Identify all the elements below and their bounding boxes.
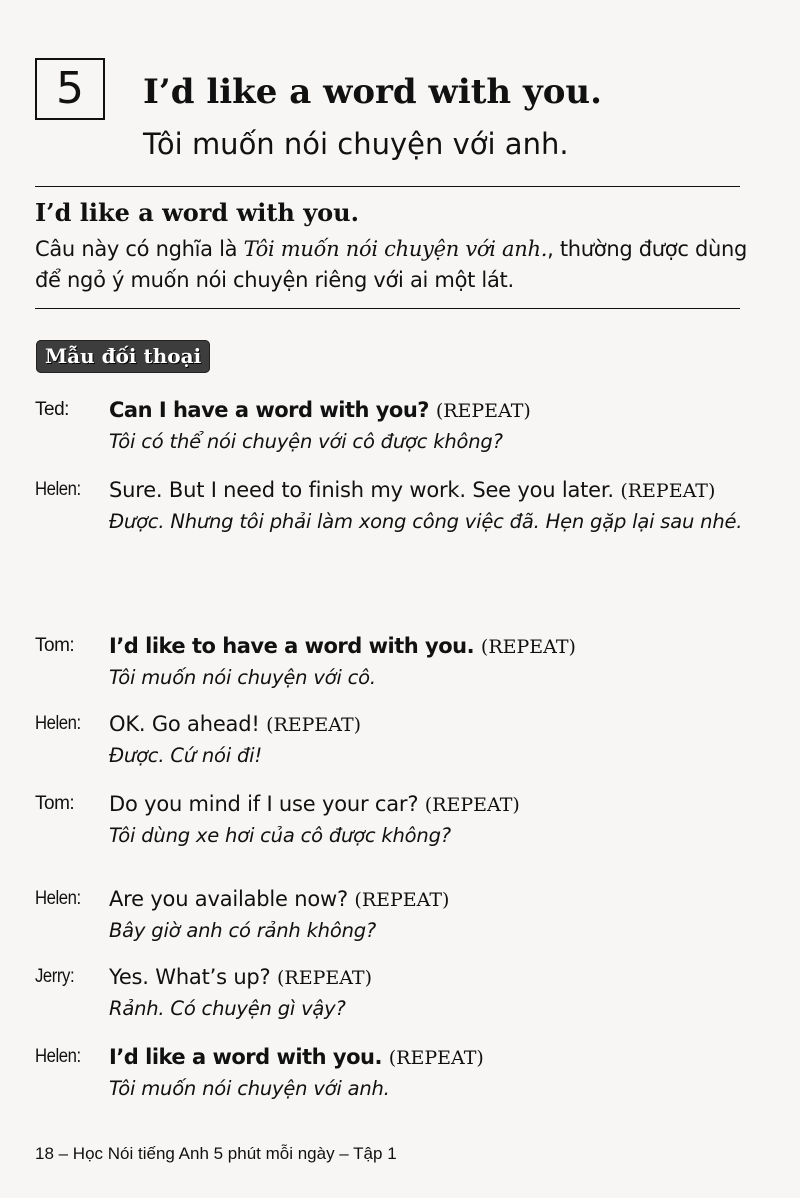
english-text: Can I have a word with you?	[109, 398, 429, 422]
vietnamese-translation: Tôi muốn nói chuyện với anh.	[109, 1077, 390, 1100]
divider-top	[35, 186, 740, 187]
explanation-text	[35, 234, 750, 296]
repeat-label: (REPEAT)	[480, 636, 576, 658]
english-text: I’d like a word with you.	[109, 1045, 382, 1069]
english-sentence	[109, 884, 749, 946]
repeat-label: (REPEAT)	[277, 967, 373, 989]
vietnamese-translation: Được. Cứ nói đi!	[109, 744, 263, 767]
vietnamese-translation: Tôi dùng xe hơi của cô được không?	[109, 824, 451, 847]
repeat-label: (REPEAT)	[388, 1047, 484, 1069]
lesson-title-english: I’d like a word with you.	[143, 72, 602, 112]
repeat-label: (REPEAT)	[620, 480, 716, 502]
english-text: OK. Go ahead!	[109, 712, 260, 736]
english-text: Yes. What’s up?	[109, 965, 271, 989]
dialogue-section-badge: Mẫu đối thoại	[36, 340, 210, 373]
lesson-number-box	[35, 58, 105, 120]
english-text: Are you available now?	[109, 887, 348, 911]
english-text: I’d like to have a word with you.	[109, 634, 475, 658]
repeat-label: (REPEAT)	[435, 400, 531, 422]
speaker-name: Helen:	[35, 479, 81, 500]
english-sentence	[109, 475, 749, 537]
explanation-quote: Tôi muốn nói chuyện với anh.	[243, 237, 548, 261]
speaker-name: Helen:	[35, 888, 81, 909]
explanation-heading: I’d like a word with you.	[35, 198, 359, 227]
english-sentence	[109, 709, 749, 771]
speaker-name: Ted:	[35, 399, 69, 420]
speaker-name: Jerry:	[35, 966, 75, 987]
english-sentence	[109, 631, 749, 693]
english-text: Sure. But I need to finish my work. See you later.	[109, 478, 614, 502]
speaker-name: Helen:	[35, 713, 81, 734]
speaker-name: Tom:	[35, 793, 75, 814]
vietnamese-translation: Tôi có thể nói chuyện với cô được không?	[109, 430, 503, 453]
divider-bottom	[35, 308, 740, 309]
page-footer: 18 – Học Nói tiếng Anh 5 phút mỗi ngày – Tập 1	[35, 1144, 397, 1163]
vietnamese-translation: Bây giờ anh có rảnh không?	[109, 919, 377, 942]
lesson-title-vietnamese: Tôi muốn nói chuyện với anh.	[143, 127, 569, 161]
explanation-text-before: Câu này có nghĩa là	[35, 237, 244, 261]
lesson-number: 5	[56, 63, 84, 114]
speaker-name: Helen:	[35, 1046, 81, 1067]
repeat-label: (REPEAT)	[266, 714, 362, 736]
vietnamese-translation: Được. Nhưng tôi phải làm xong công việc đã. Hẹn gặp lại sau nhé.	[109, 510, 743, 533]
vietnamese-translation: Rảnh. Có chuyện gì vậy?	[109, 997, 346, 1020]
english-text: Do you mind if I use your car?	[109, 792, 419, 816]
english-sentence	[109, 962, 749, 1024]
english-sentence	[109, 1042, 749, 1104]
repeat-label: (REPEAT)	[424, 794, 520, 816]
speaker-name: Tom:	[35, 635, 75, 656]
explanation-text-after: , thường được dùng để ngỏ ý muốn nói chuyện riêng với ai một lát.	[35, 237, 748, 292]
english-sentence	[109, 789, 749, 851]
english-sentence	[109, 395, 749, 457]
vietnamese-translation: Tôi muốn nói chuyện với cô.	[109, 666, 376, 689]
repeat-label: (REPEAT)	[354, 889, 450, 911]
